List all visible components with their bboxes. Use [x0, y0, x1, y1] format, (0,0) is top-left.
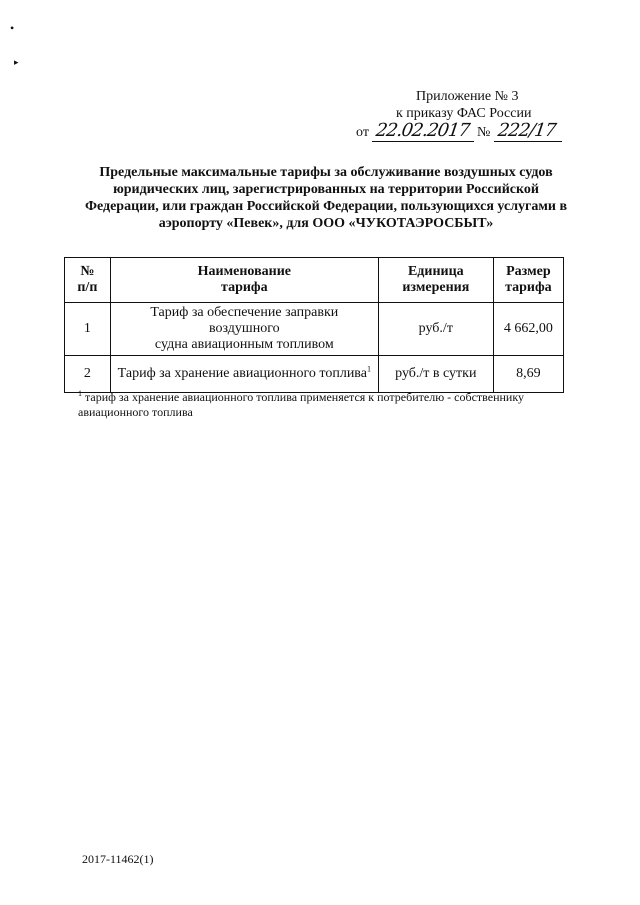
header-name: Наименование тарифа: [110, 258, 378, 303]
appendix-order-ref: к приказу ФАС России: [396, 106, 532, 121]
footnote-text: тариф за хранение авиационного топлива применяется к потребителю - собственнику авиационного топлива: [78, 390, 525, 419]
date-value-handwritten: 22.02.2017: [372, 122, 473, 142]
row-unit: руб./т в сутки: [378, 356, 493, 393]
row-unit: руб./т: [378, 303, 493, 356]
date-prefix: от: [356, 125, 369, 140]
header-value: Размер тарифа: [493, 258, 563, 303]
row-value: 4 662,00: [493, 303, 563, 356]
scan-mark-dot: •: [10, 21, 15, 35]
appendix-title: Приложение № 3: [416, 89, 519, 104]
footnote-ref: 1: [366, 364, 371, 374]
table-row: [65, 356, 564, 393]
appendix-block: [340, 88, 568, 142]
table-header-row: [65, 258, 564, 303]
row-num: 1: [65, 303, 111, 356]
tariffs-table: [64, 257, 564, 393]
appendix-date-number: [340, 122, 568, 142]
header-num: № п/п: [65, 258, 111, 303]
number-value-handwritten: 222/17: [494, 122, 562, 142]
row-name: Тариф за обеспечение заправки воздушного судна авиационным топливом: [110, 303, 378, 356]
footnote-marker: 1: [78, 389, 82, 398]
number-prefix: №: [477, 125, 491, 140]
row-num: 2: [65, 356, 111, 393]
row-value: 8,69: [493, 356, 563, 393]
header-unit: Единица измерения: [378, 258, 493, 303]
row-name: Тариф за хранение авиационного топлива$^1$: [110, 356, 378, 393]
document-title: Предельные максимальные тарифы за обслуживание воздушных судов юридических лиц, зарегистрированных на территории Российской Федерации, или граждан Российской Федерации, пользующихся услугами в аэропорту «Певек», для ООО «ЧУКОТАЭРОСБЫТ»: [84, 165, 568, 231]
footnote: [78, 390, 558, 420]
table-row: [65, 303, 564, 356]
document-registration-number: 2017-11462(1): [82, 852, 154, 866]
scan-mark-arrow: ▸: [14, 57, 19, 67]
